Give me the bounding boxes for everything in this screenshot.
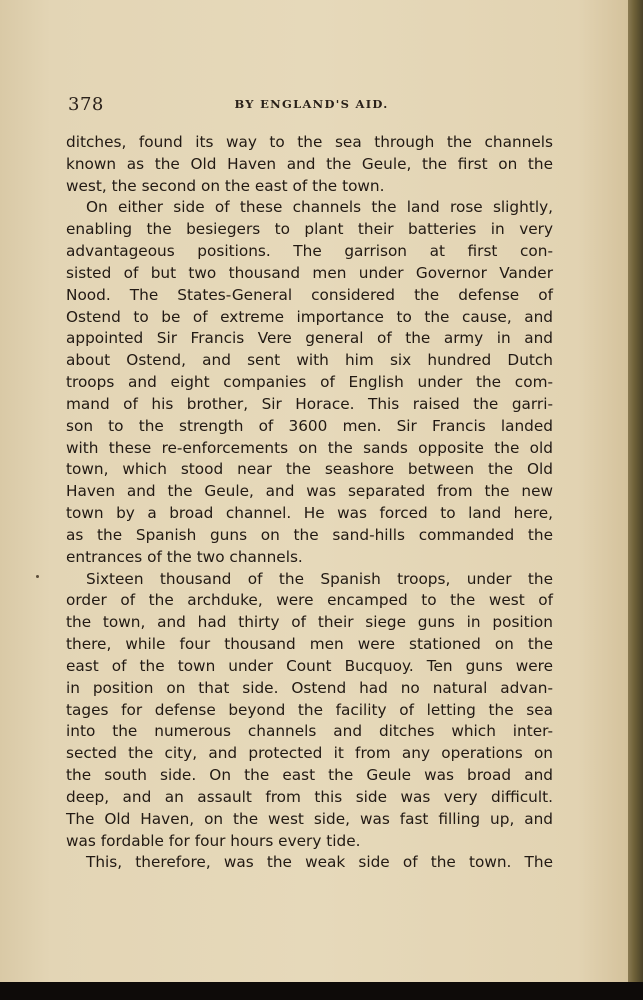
text-line: This, therefore, was the weak side of the town. The: [86, 853, 553, 872]
text-line: the town, and had thirty of their siege guns in position: [66, 613, 553, 632]
text-line: east of the town under Count Bucquoy. Ten guns were: [66, 656, 553, 675]
page-number: 378: [68, 94, 104, 115]
text-line: there, while four thousand men were stationed on the: [66, 635, 553, 654]
scan-bottom-edge: [0, 982, 643, 1000]
body-text: [66, 132, 553, 874]
text-line: order of the archduke, were encamped to the west of: [66, 591, 553, 610]
stray-ink-mark: [36, 575, 39, 578]
text-line: west, the second on the east of the town.: [66, 176, 385, 195]
text-line: the south side. On the east the Geule was broad and: [66, 766, 553, 785]
text-line: ditches, found its way to the sea through the channels: [66, 133, 553, 151]
text-line: sected the city, and protected it from any operations on: [66, 744, 553, 763]
text-line: Nood. The States-General considered the defense of: [66, 285, 553, 304]
text-line: enabling the besiegers to plant their batteries in very: [66, 220, 553, 239]
text-line: into the numerous channels and ditches which inter-: [66, 722, 553, 741]
text-line: about Ostend, and sent with him six hundred Dutch: [66, 351, 553, 370]
text-line: advantageous positions. The garrison at first con-: [66, 242, 553, 261]
text-line: as the Spanish guns on the sand-hills commanded the: [66, 525, 553, 544]
text-line: town by a broad channel. He was forced to land here,: [66, 504, 553, 523]
text-line: mand of his brother, Sir Horace. This raised the garri-: [66, 394, 553, 413]
text-line: tages for defense beyond the facility of letting the sea: [66, 700, 553, 719]
running-head: BY ENGLAND'S AID.: [234, 97, 389, 111]
text-line: with these re-enforcements on the sands opposite the old: [66, 438, 553, 457]
text-line: deep, and an assault from this side was very difficult.: [66, 787, 553, 806]
text-line: Sixteen thousand of the Spanish troops, under the: [86, 569, 553, 588]
text-line: in position on that side. Ostend had no natural advan-: [66, 678, 553, 697]
text-line: known as the Old Haven and the Geule, the first on the: [66, 154, 553, 173]
book-spine-edge: [628, 0, 643, 982]
text-line: troops and eight companies of English under the com-: [66, 373, 553, 392]
text-line: sisted of but two thousand men under Governor Vander: [66, 263, 553, 282]
text-line: son to the strength of 3600 men. Sir Francis landed: [66, 416, 553, 435]
text-line: was fordable for four hours every tide.: [66, 831, 361, 850]
text-line: On either side of these channels the land rose slightly,: [86, 198, 553, 217]
text-line: entrances of the two channels.: [66, 547, 303, 566]
text-line: Ostend to be of extreme importance to the cause, and: [66, 307, 553, 326]
text-line: Haven and the Geule, and was separated from the new: [66, 482, 553, 501]
text-line: town, which stood near the seashore between the Old: [66, 460, 553, 479]
text-line: appointed Sir Francis Vere general of the army in and: [66, 329, 553, 348]
page-header: [68, 94, 555, 118]
text-line: The Old Haven, on the west side, was fast filling up, and: [66, 809, 553, 828]
